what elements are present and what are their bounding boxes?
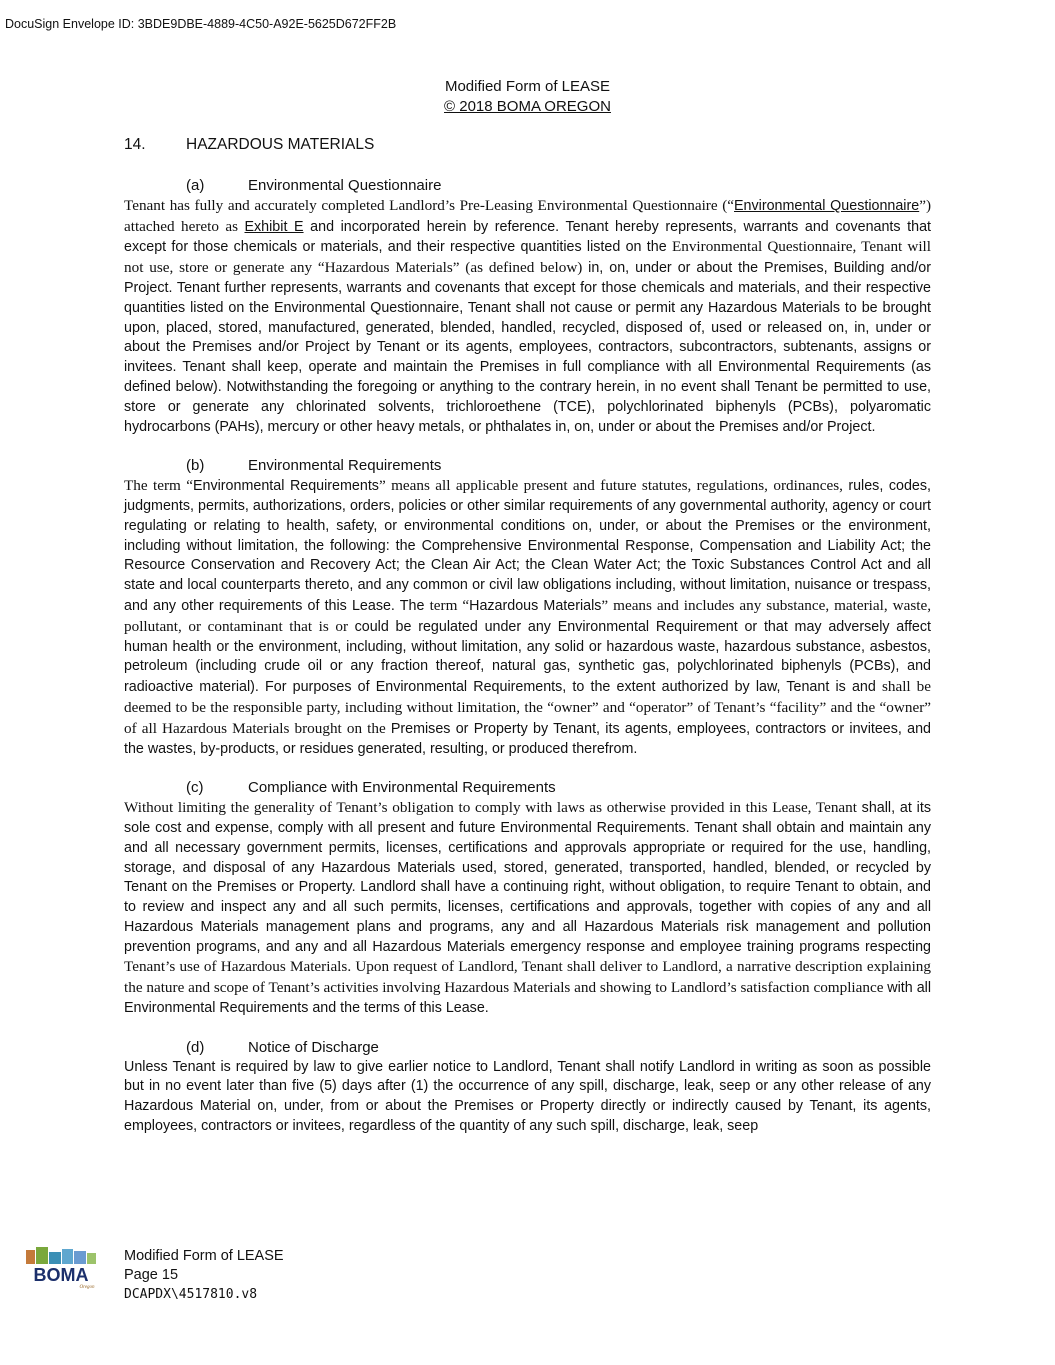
subsection-heading: (a) Environmental Questionnaire — [186, 177, 442, 194]
logo-tile — [49, 1252, 61, 1264]
document-body — [124, 176, 931, 1156]
logo-tile — [26, 1250, 35, 1264]
section-number: 14. — [124, 136, 146, 153]
logo-tile — [87, 1253, 96, 1264]
boma-logo — [24, 1247, 98, 1289]
logo-tile — [62, 1249, 73, 1264]
defined-term: Environmental Requirements — [192, 478, 379, 495]
logo-subtext: Oregon — [79, 1285, 95, 1289]
header-copyright: © 2018 BOMA OREGON — [444, 98, 611, 115]
subsection-paragraph: Without limiting the generality of Tenant’s obligation to comply with laws as otherwise provided in this Lease, Tenant shall, at its sole cost and expense, comply with all present and future Environmental Requirements. Tenant shall obtain and maintain any and all necessary government permits, licenses, certifications and approvals appropriate or required for the use, handling, storage, and disposal of any Hazardous Materials used, stored, generated, transported, handled, blended, or recycled by Tenant on the Premises or Property. Landlord shall have a continuing right, without obligation, to require Tenant to obtain, and to review and inspect any and all such permits, licenses, certifications and approvals, together with copies of any and all Hazardous Materials management plans and programs, any and all Hazardous Materials risk management and pollution prevention programs, and any and all Hazardous Materials emergency response and employee training programs respecting Tenant’s use of Hazardous Materials. Upon request of Landlord, Tenant shall deliver to Landlord, a narrative description explaining the nature and scope of Tenant’s activities involving Hazardous Materials and showing to Landlord’s satisfaction compliance with all Environmental Requirements and the terms of this Lease. — [124, 799, 932, 1017]
header-title: Modified Form of LEASE — [444, 78, 611, 95]
footer-title: Modified Form of LEASE — [124, 1248, 284, 1264]
logo-tile — [74, 1251, 86, 1264]
footer-document-id: DCAPDX\4517810.v8 — [124, 1287, 258, 1302]
page-header — [0, 77, 1055, 117]
subsection-b — [124, 456, 931, 759]
subsection-paragraph: Tenant has fully and accurately completed Landlord’s Pre-Leasing Environmental Questionnaire (“Environmental Questionnaire”) attached hereto as Exhibit E and incorporated herein by reference. Tenant hereby represents, warrants and covenants that except for those chemicals or materials, and their respective quantities listed on the Environmental Questionnaire, Tenant will not use, store or generate any “Hazardous Materials” (as defined below) in, on, under or about the Premises, Building and/or Project. Tenant further represents, warrants and covenants that except for those chemicals and materials, and their respective quantities listed on the Environmental Questionnaire, Tenant shall not cause or permit any Hazardous Materials to be brought upon, placed, stored, manufactured, generated, blended, handled, recycled, disposed of, used or released on, in, under or about the Premises and/or Project by Tenant or its agents, employees, contractors, subcontractors, subtenants, assigns or invitees. Tenant shall keep, operate and maintain the Premises in full compliance with all Environmental Requirements (as defined below). Notwithstanding the foregoing or anything to the contrary herein, in no event shall Tenant be permitted to use, store or generate any chlorinated solvents, trichloroethene (TCE), polychlorinated biphenyls (PCBs), polyaromatic hydrocarbons (PAHs), mercury or other heavy metals, or phthalates in, on, under or about the Premises and/or Project. — [124, 196, 932, 435]
logo-wordmark: BOMA — [33, 1265, 89, 1285]
exhibit-reference: Exhibit E — [244, 218, 304, 235]
logo-tile — [36, 1247, 48, 1264]
subsection-heading: (d) Notice of Discharge — [186, 1038, 379, 1056]
footer-page-number: Page 15 — [124, 1267, 179, 1283]
subsection-heading: (b) Environmental Requirements — [186, 457, 442, 475]
subsection-paragraph: The term “Environmental Requirements” means all applicable present and future statutes, regulations, ordinances, rules, codes, judgments, permits, authorizations, orders, policies or other similar requirements of any governmental authority, agency or court regulating or relating to health, safety, or environmental conditions on, under, or about the Premises or the environment, including without limitation, the following: the Comprehensive Environmental Response, Compensation and Liability Act; the Resource Conservation and Recovery Act; the Clean Air Act; the Clean Water Act; the Toxic Substances Control Act and all state and local counterparts thereto, and any common or civil law obligations including, without limitation, nuisance or trespass, and any other requirements of this Lease. The term “Hazardous Materials” means and includes any substance, material, waste, pollutant, or contaminant that is or could be regulated under any Environmental Requirement or that may adversely affect human health or the environment, including, without limitation, any solid or hazardous waste, hazardous substance, asbestos, petroleum (including crude oil or any fraction thereof, natural gas, synthetic gas, polychlorinated biphenyls (PCBs), and radioactive material). For purposes of Environmental Requirements, to the extent authorized by law, Tenant is and shall be deemed to be the responsible party, including without limitation, the “owner” and “operator” of Tenant’s “facility” and the “owner” of all Hazardous Materials brought on the Premises or Property by Tenant, its agents, employees, contractors or invitees, and the wastes, by-products, or residues generated, resulting, or produced therefrom. — [124, 477, 932, 757]
subsection-paragraph: Unless Tenant is required by law to give earlier notice to Landlord, Tenant shall notify Landlord in writing as soon as possible but in no event later than five (5) days after (1) the occurrence of any spill, discharge, leak, seep or any other release of any Hazardous Material on, under, from or about the Premises or Property directly or indirectly caused by Tenant, its agents, employees, contractors or invitees, regardless of the quantity of any such spill, discharge, leak, seep — [124, 1058, 931, 1135]
section-heading — [124, 136, 374, 154]
page-footer — [124, 1247, 284, 1304]
section-title: HAZARDOUS MATERIALS — [186, 136, 375, 153]
subsection-a — [124, 176, 931, 437]
docusign-envelope-id: DocuSign Envelope ID: 3BDE9DBE-4889-4C50-A92E-5625D672FF2B — [5, 17, 397, 31]
subsection-d — [124, 1038, 931, 1137]
defined-term: Hazardous Materials — [469, 597, 602, 614]
defined-term: Environmental Questionnaire — [734, 197, 920, 214]
subsection-c — [124, 778, 931, 1019]
subsection-heading: (c) Compliance with Environmental Requirements — [186, 779, 556, 797]
